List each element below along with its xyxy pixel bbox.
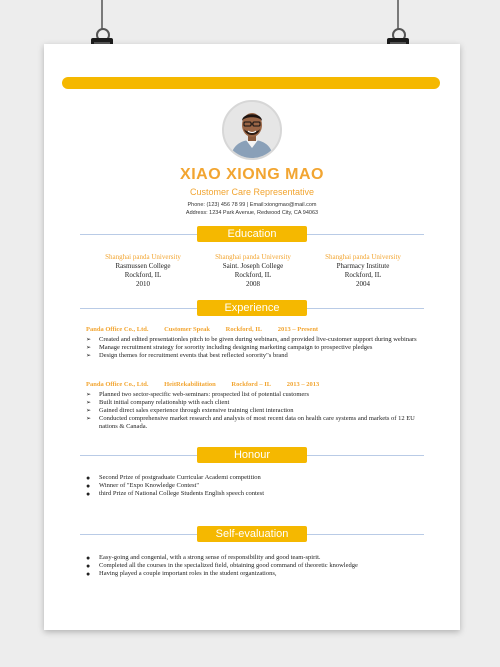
experience-header — [86, 381, 333, 388]
hanging-wire-right — [397, 0, 399, 30]
education-location: Rockford, IL — [234, 271, 272, 279]
section-title-experience: Experience — [197, 300, 307, 316]
list-item: ● Winner of "Expo Knowledge Contest" — [86, 482, 199, 490]
experience-position: HeitRekabilitation — [164, 381, 216, 388]
bullet-dot-icon: ● — [86, 570, 91, 578]
education-location: Rockford, IL — [124, 271, 162, 279]
list-item: ● third Prize of National College Students English speech contest — [86, 490, 264, 498]
contact-address: Address: 1234 Park Avenue, Redwood City, CA 94063 — [185, 210, 319, 216]
candidate-name: XIAO XIONG MAO — [180, 166, 324, 183]
bullet-dot-icon: ● — [86, 490, 91, 498]
arrow-bullet-icon: ➢ — [86, 416, 92, 422]
experience-company: Panda Office Co., Ltd. — [86, 381, 149, 388]
bullet-dot-icon: ● — [86, 482, 91, 490]
section-title-honour: Honour — [197, 447, 307, 463]
self-evaluation-list — [86, 554, 426, 578]
experience-location: Rockford, IL — [225, 326, 263, 333]
list-item: ● Easy-going and congenial, with a strong sense of responsibility and good team-spirit. — [86, 554, 321, 562]
list-item: ➢ Conducted comprehensive market research and analysis of most recent data on health care systems and markets of 12 EU nations & Canada. — [86, 415, 415, 430]
hanging-wire-left — [101, 0, 103, 30]
resume-sheet — [44, 44, 460, 630]
list-item: ● Having played a couple important roles in the student organizations, — [86, 570, 277, 578]
bullet-dot-icon: ● — [86, 474, 91, 482]
list-item: ➢ Created and edited presentationles pitch to be given during webinars, and provided live-customer support during webinars — [86, 336, 417, 343]
honour-list — [86, 474, 276, 498]
education-entry — [198, 253, 308, 289]
contact-phone-email: Phone: (123) 456 78 99 | Email:xiongmao@mail.com — [187, 202, 317, 208]
education-year: 2004 — [356, 280, 370, 288]
arrow-bullet-icon: ➢ — [86, 353, 92, 359]
education-location: Rockford, IL — [344, 271, 382, 279]
candidate-title: Customer Care Representative — [189, 187, 315, 197]
header-accent-bar — [62, 77, 440, 89]
experience-list — [86, 391, 426, 431]
education-university: Shanghai panda University — [105, 253, 181, 261]
list-item: ➢ Design themes for recruitment events that best reflected sorority"s brand — [86, 352, 288, 359]
bullet-dot-icon: ● — [86, 562, 91, 570]
experience-location: Rockford – IL — [231, 381, 272, 388]
section-title-self-evaluation: Self-evaluation — [197, 526, 307, 542]
list-item: ➢ Manage recruitment strategy for sorority including designing marketing campaign to prospective pledges — [86, 344, 373, 351]
experience-position: Customer Speak — [164, 326, 211, 333]
section-title-education: Education — [197, 226, 307, 242]
arrow-bullet-icon: ➢ — [86, 392, 92, 398]
list-item: ● Completed all the courses in the specialized field, obtaining good command of theoretic knowledge — [86, 562, 358, 570]
education-entry — [88, 253, 198, 289]
experience-list — [86, 336, 426, 360]
arrow-bullet-icon: ➢ — [86, 400, 92, 406]
list-item: ➢ Built initial company relationship with each client — [86, 399, 230, 406]
experience-period: 2013 – 2013 — [286, 381, 320, 388]
list-item: ➢ Planned two sector-specific web-seminars: prospected list of potential customers — [86, 391, 309, 398]
arrow-bullet-icon: ➢ — [86, 345, 92, 351]
arrow-bullet-icon: ➢ — [86, 337, 92, 343]
experience-header — [86, 326, 332, 333]
education-year: 2010 — [136, 280, 150, 288]
arrow-bullet-icon: ➢ — [86, 408, 92, 414]
education-university: Shanghai panda University — [215, 253, 291, 261]
education-college: Saint. Joseph College — [222, 262, 284, 270]
education-year: 2008 — [246, 280, 260, 288]
list-item: ● Second Prize of postgraduate Curricular Academi competition — [86, 474, 261, 482]
education-college: Rasmussen College — [115, 262, 171, 270]
education-university: Shanghai panda University — [325, 253, 401, 261]
list-item: ➢ Gained direct sales experience through extensive training client interaction — [86, 407, 294, 414]
bullet-dot-icon: ● — [86, 554, 91, 562]
experience-company: Panda Office Co., Ltd. — [86, 326, 149, 333]
education-entry — [308, 253, 418, 289]
experience-period: 2013 – Present — [277, 326, 319, 333]
profile-photo — [222, 100, 282, 160]
education-college: Pharmacy Institute — [336, 262, 390, 270]
